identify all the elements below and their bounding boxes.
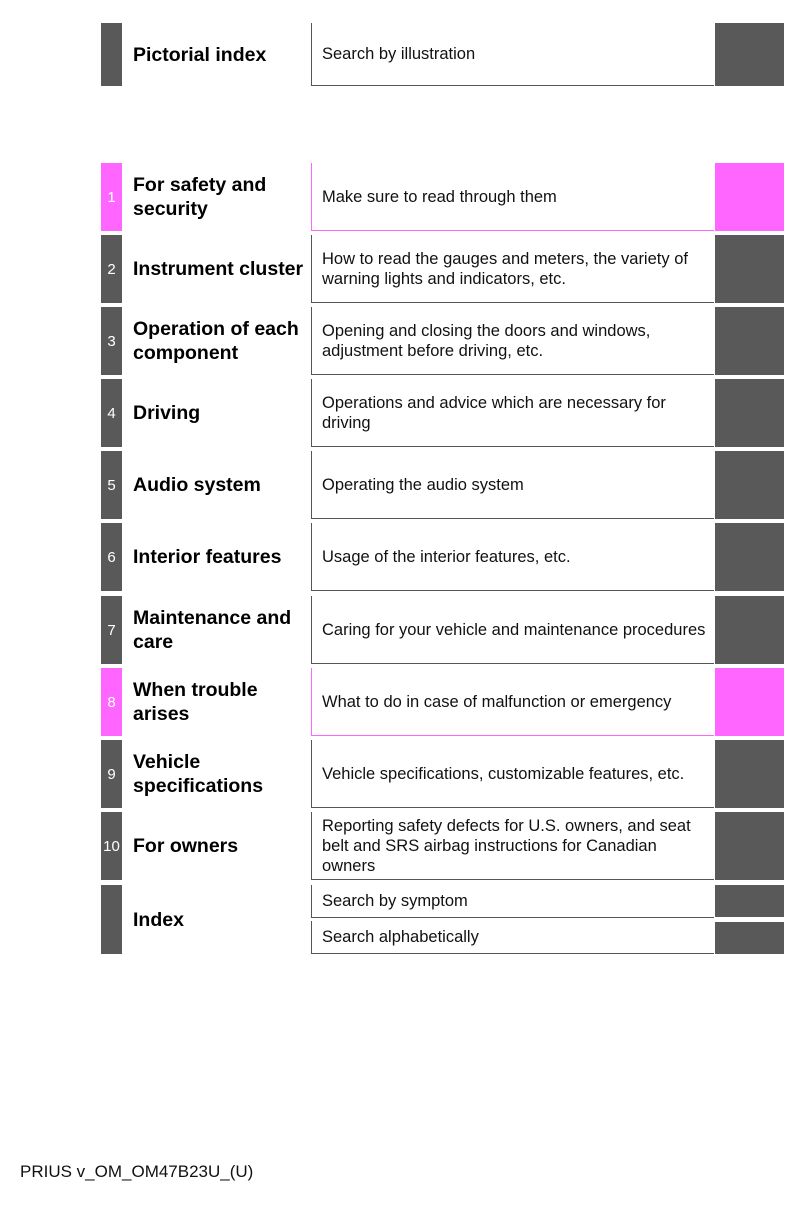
index-tab: [101, 885, 122, 954]
section-row-2[interactable]: [101, 235, 784, 303]
section-number: 8: [101, 668, 122, 736]
section-row-4[interactable]: [101, 379, 784, 447]
section-title: Interior features: [133, 546, 282, 568]
section-title: Driving: [133, 402, 201, 424]
section-description[interactable]: Reporting safety defects for U.S. owners, and seat belt and SRS airbag instructions for Canadian owners: [311, 812, 714, 880]
section-title: Vehicle specifications: [133, 751, 264, 797]
section-title: Operation of each component: [133, 318, 299, 364]
section-edge-tab[interactable]: [715, 668, 784, 736]
section-edge-tab[interactable]: [715, 163, 784, 231]
section-edge-tab[interactable]: [715, 812, 784, 880]
section-row-1[interactable]: [101, 163, 784, 231]
section-number: 6: [101, 523, 122, 591]
section-title: Maintenance and care: [133, 607, 292, 653]
section-row-7[interactable]: [101, 596, 784, 664]
pictorial-index-title: Pictorial index: [133, 43, 267, 66]
section-edge-tab[interactable]: [715, 740, 784, 808]
pictorial-index-description[interactable]: Search by illustration: [311, 23, 714, 86]
section-number: 4: [101, 379, 122, 447]
index-search-by-symptom[interactable]: Search by symptom: [311, 885, 714, 918]
index-title: Index: [133, 908, 184, 931]
section-edge-tab[interactable]: [715, 596, 784, 664]
section-description[interactable]: Operating the audio system: [311, 451, 714, 519]
pictorial-index-tab: [101, 23, 122, 86]
section-row-5[interactable]: [101, 451, 784, 519]
section-row-3[interactable]: [101, 307, 784, 375]
section-edge-tab[interactable]: [715, 523, 784, 591]
section-title: When trouble arises: [133, 679, 258, 725]
section-title: Instrument cluster: [133, 258, 304, 280]
section-title: For owners: [133, 835, 239, 857]
document-code: PRIUS v_OM_OM47B23U_(U): [20, 1162, 254, 1181]
section-edge-tab[interactable]: [715, 307, 784, 375]
section-number: 9: [101, 740, 122, 808]
section-number: 2: [101, 235, 122, 303]
pictorial-index-edge-tab[interactable]: [715, 23, 784, 86]
index-row: [101, 885, 784, 954]
section-number: 1: [101, 163, 122, 231]
section-description[interactable]: Caring for your vehicle and maintenance procedures: [311, 596, 714, 664]
section-number: 3: [101, 307, 122, 375]
index-symptom-edge-tab[interactable]: [715, 885, 784, 917]
section-title: For safety and security: [133, 174, 267, 220]
section-description[interactable]: Make sure to read through them: [311, 163, 714, 231]
section-row-8[interactable]: [101, 668, 784, 736]
section-row-10[interactable]: [101, 812, 784, 880]
section-row-6[interactable]: [101, 523, 784, 591]
section-edge-tab[interactable]: [715, 451, 784, 519]
section-title: Audio system: [133, 474, 261, 496]
index-alphabetical-edge-tab[interactable]: [715, 922, 784, 954]
pictorial-index-row[interactable]: [101, 23, 784, 86]
section-edge-tab[interactable]: [715, 379, 784, 447]
section-number: 7: [101, 596, 122, 664]
section-description[interactable]: Usage of the interior features, etc.: [311, 523, 714, 591]
section-number: 10: [101, 812, 122, 880]
section-description[interactable]: Opening and closing the doors and windows, adjustment before driving, etc.: [311, 307, 714, 375]
section-row-9[interactable]: [101, 740, 784, 808]
section-description[interactable]: What to do in case of malfunction or emergency: [311, 668, 714, 736]
index-search-alphabetically[interactable]: Search alphabetically: [311, 921, 714, 954]
section-edge-tab[interactable]: [715, 235, 784, 303]
section-number: 5: [101, 451, 122, 519]
section-description[interactable]: How to read the gauges and meters, the variety of warning lights and indicators, etc.: [311, 235, 714, 303]
section-description[interactable]: Operations and advice which are necessary for driving: [311, 379, 714, 447]
section-description[interactable]: Vehicle specifications, customizable features, etc.: [311, 740, 714, 808]
